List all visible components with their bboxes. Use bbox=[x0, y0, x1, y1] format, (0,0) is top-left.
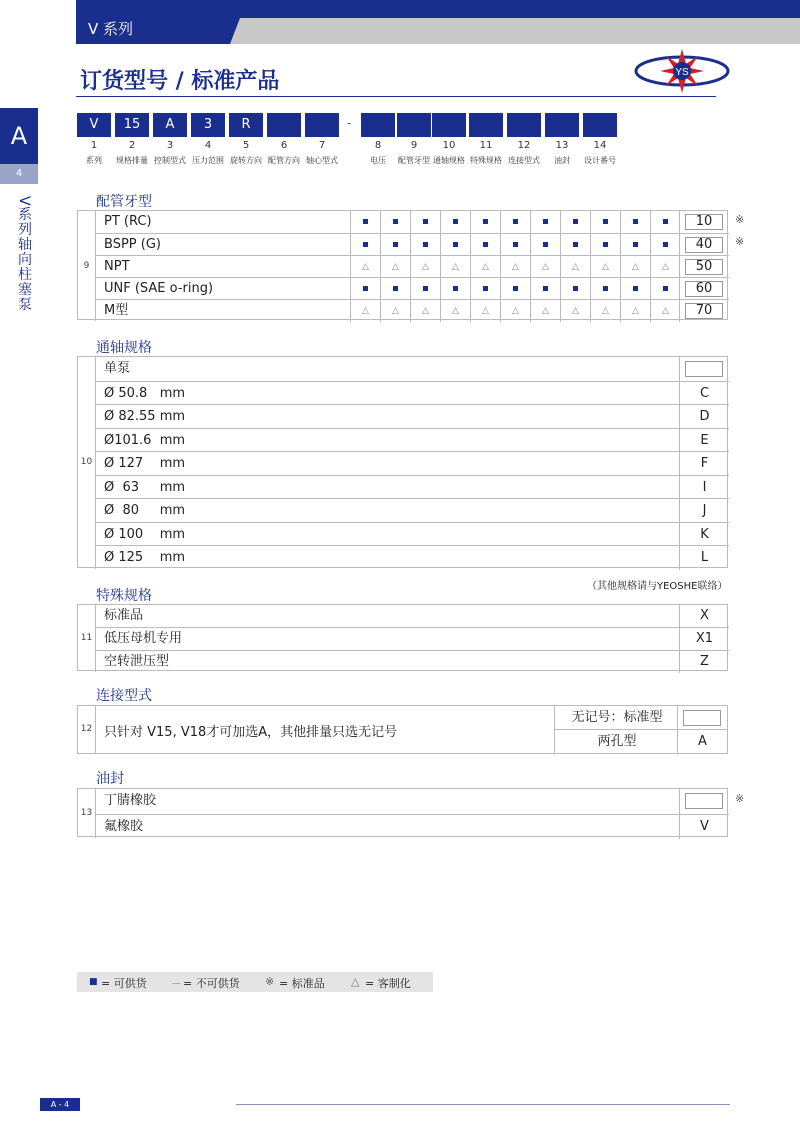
square-icon bbox=[363, 242, 368, 247]
code-label-7: 轴心型式 bbox=[306, 156, 338, 165]
square-icon bbox=[633, 242, 638, 247]
available-mark bbox=[650, 278, 680, 300]
code-label-6: 配管方向 bbox=[268, 156, 300, 165]
square-icon bbox=[633, 219, 638, 224]
code-number-4: 4 bbox=[204, 140, 212, 151]
group-number: 13 bbox=[78, 789, 96, 838]
available-mark bbox=[380, 278, 410, 300]
square-icon bbox=[513, 286, 518, 291]
custom-mark bbox=[410, 256, 440, 278]
table-thread bbox=[77, 210, 728, 320]
square-icon bbox=[393, 286, 398, 291]
available-mark bbox=[350, 278, 380, 300]
code-box-8 bbox=[361, 113, 395, 137]
table-row bbox=[96, 381, 729, 405]
custom-mark bbox=[350, 300, 380, 322]
section-title-seal: 油封 bbox=[96, 771, 124, 787]
side-caption: V系列轴向柱塞泵 bbox=[16, 196, 32, 312]
triangle-icon: △ bbox=[512, 262, 519, 272]
code-number-1: 1 bbox=[90, 140, 98, 151]
custom-mark bbox=[620, 300, 650, 322]
available-mark bbox=[590, 211, 620, 233]
square-icon bbox=[393, 219, 398, 224]
legend-custom: = 客制化 bbox=[365, 977, 411, 990]
custom-mark bbox=[350, 256, 380, 278]
available-mark bbox=[470, 234, 500, 256]
table-connection bbox=[77, 705, 728, 754]
square-icon bbox=[603, 242, 608, 247]
code-box-2: 15 bbox=[115, 113, 149, 137]
row-label: Ø 125 mm bbox=[104, 550, 186, 565]
legend-unavailable: = 不可供货 bbox=[183, 977, 240, 990]
triangle-icon: △ bbox=[602, 306, 609, 316]
standard-star: ※ bbox=[735, 213, 745, 226]
code-box-9 bbox=[397, 113, 431, 137]
available-mark bbox=[650, 211, 680, 233]
custom-mark bbox=[440, 256, 470, 278]
triangle-icon: △ bbox=[542, 262, 549, 272]
code-cell: E bbox=[679, 429, 729, 453]
code-box: 60 bbox=[685, 281, 723, 297]
available-mark bbox=[410, 278, 440, 300]
row-label: Ø 50.8 mm bbox=[104, 385, 186, 401]
table-row bbox=[96, 277, 729, 299]
available-mark bbox=[470, 278, 500, 300]
table-row bbox=[96, 498, 729, 522]
square-icon bbox=[663, 242, 668, 247]
available-mark bbox=[380, 211, 410, 233]
available-mark bbox=[500, 211, 530, 233]
code-label-14: 设计番号 bbox=[584, 156, 616, 165]
square-icon bbox=[423, 219, 428, 224]
connection-option-two-hole: 两孔型 bbox=[554, 730, 679, 753]
section-title-connection: 连接型式 bbox=[96, 688, 152, 704]
legend-standard: = 标准品 bbox=[279, 977, 325, 990]
top-bar-accent bbox=[230, 18, 800, 44]
custom-mark bbox=[500, 300, 530, 322]
custom-mark bbox=[410, 300, 440, 322]
code-number-3: 3 bbox=[166, 140, 174, 151]
row-label: 丁腈橡胶 bbox=[104, 793, 157, 808]
code-box: 50 bbox=[685, 259, 723, 275]
code-cell-a: A bbox=[677, 730, 727, 753]
section-title-shaft: 通轴规格 bbox=[96, 340, 152, 356]
code-cell: X bbox=[679, 605, 729, 627]
side-page-number: 4 bbox=[0, 164, 38, 184]
square-icon bbox=[513, 219, 518, 224]
row-label: 标准品 bbox=[104, 608, 144, 623]
code-box: 40 bbox=[685, 237, 723, 253]
legend-standard-symbol: ※ bbox=[265, 975, 275, 988]
code-box: 70 bbox=[685, 303, 723, 319]
row-label: BSPP (G) bbox=[104, 237, 161, 252]
square-icon bbox=[633, 286, 638, 291]
code-cell bbox=[679, 211, 729, 233]
shaft-note: （其他规格请与YEOSHE联络） bbox=[587, 581, 728, 592]
code-label-2: 规格排量 bbox=[116, 156, 148, 165]
standard-star: ※ bbox=[735, 792, 745, 806]
available-mark bbox=[590, 234, 620, 256]
code-box bbox=[685, 361, 723, 377]
available-mark bbox=[530, 278, 560, 300]
custom-mark bbox=[380, 300, 410, 322]
available-mark bbox=[560, 278, 590, 300]
code-box: 10 bbox=[685, 214, 723, 230]
code-cell: L bbox=[679, 546, 729, 570]
row-label: NPT bbox=[104, 259, 130, 274]
square-icon bbox=[423, 286, 428, 291]
table-row bbox=[96, 545, 729, 569]
square-icon bbox=[483, 286, 488, 291]
custom-mark bbox=[590, 256, 620, 278]
code-number-6: 6 bbox=[280, 140, 288, 151]
row-label: 空转泄压型 bbox=[104, 653, 170, 669]
code-box-3: A bbox=[153, 113, 187, 137]
square-icon bbox=[543, 286, 548, 291]
square-icon bbox=[663, 286, 668, 291]
square-icon bbox=[573, 242, 578, 247]
connection-option-standard: 无记号：标准型 bbox=[554, 706, 679, 730]
top-bar-upper bbox=[230, 0, 800, 18]
available-mark bbox=[500, 278, 530, 300]
square-icon bbox=[603, 219, 608, 224]
square-icon bbox=[363, 286, 368, 291]
row-label: 低压母机专用 bbox=[104, 631, 183, 647]
row-label: 氟橡胶 bbox=[104, 818, 144, 834]
table-row bbox=[96, 357, 729, 381]
custom-mark bbox=[440, 300, 470, 322]
code-box-12 bbox=[507, 113, 541, 137]
code-label-11: 特殊规格 bbox=[470, 156, 502, 165]
table-row bbox=[96, 789, 729, 814]
triangle-icon: △ bbox=[392, 306, 399, 316]
code-number-9: 9 bbox=[410, 140, 418, 151]
code-box-6 bbox=[267, 113, 301, 137]
code-cell bbox=[679, 789, 729, 814]
row-label: UNF (SAE o-ring) bbox=[104, 281, 214, 296]
available-mark bbox=[530, 211, 560, 233]
code-label-5: 旋转方向 bbox=[230, 156, 262, 165]
triangle-icon: △ bbox=[482, 262, 489, 272]
page-title: 订货型号 / 标准产品 bbox=[80, 69, 280, 94]
code-box-empty bbox=[683, 710, 721, 726]
code-number-5: 5 bbox=[242, 140, 250, 151]
code-number-13: 13 bbox=[555, 140, 569, 151]
code-box-11 bbox=[469, 113, 503, 137]
code-label-1: 系列 bbox=[86, 156, 102, 165]
table-row bbox=[96, 299, 729, 321]
code-cell: C bbox=[679, 382, 729, 406]
legend-unavailable-symbol: － bbox=[171, 977, 182, 990]
triangle-icon: △ bbox=[662, 306, 669, 316]
available-mark bbox=[350, 234, 380, 256]
square-icon bbox=[663, 219, 668, 224]
code-number-12: 12 bbox=[517, 140, 531, 151]
row-label: Ø 80 mm bbox=[104, 503, 186, 518]
table-row bbox=[96, 255, 729, 277]
code-label-3: 控制型式 bbox=[154, 156, 186, 165]
legend-custom-symbol: △ bbox=[351, 975, 360, 988]
triangle-icon: △ bbox=[452, 306, 459, 316]
custom-mark bbox=[620, 256, 650, 278]
available-mark bbox=[560, 234, 590, 256]
square-icon bbox=[453, 219, 458, 224]
available-mark bbox=[620, 278, 650, 300]
table-row bbox=[96, 650, 729, 672]
square-icon bbox=[483, 219, 488, 224]
square-icon bbox=[363, 219, 368, 224]
triangle-icon: △ bbox=[362, 262, 369, 272]
available-mark bbox=[500, 234, 530, 256]
section-title-special: 特殊规格 bbox=[96, 588, 152, 604]
row-label: M型 bbox=[104, 303, 129, 318]
row-label: Ø 100 mm bbox=[104, 526, 186, 542]
available-mark bbox=[350, 211, 380, 233]
table-row bbox=[96, 605, 729, 627]
connection-text: 只针对 V15, V18才可加选A，其他排量只选无记号 bbox=[104, 725, 398, 740]
code-number-14: 14 bbox=[593, 140, 607, 151]
section-letter-tab: A bbox=[0, 108, 38, 164]
row-label: Ø101.6 mm bbox=[104, 432, 186, 448]
square-icon bbox=[573, 219, 578, 224]
custom-mark bbox=[500, 256, 530, 278]
code-cell bbox=[679, 256, 729, 278]
code-cell bbox=[679, 300, 729, 322]
square-icon bbox=[513, 242, 518, 247]
table-row bbox=[96, 211, 729, 233]
triangle-icon: △ bbox=[542, 306, 549, 316]
code-box-1: V bbox=[77, 113, 111, 137]
code-cell: V bbox=[679, 815, 729, 840]
group-number: 10 bbox=[78, 357, 96, 569]
code-box-13 bbox=[545, 113, 579, 137]
triangle-icon: △ bbox=[422, 262, 429, 272]
code-cell bbox=[679, 278, 729, 300]
table-row bbox=[96, 404, 729, 428]
triangle-icon: △ bbox=[632, 306, 639, 316]
code-number-7: 7 bbox=[318, 140, 326, 151]
square-icon bbox=[393, 242, 398, 247]
table-row bbox=[96, 627, 729, 649]
available-mark bbox=[590, 278, 620, 300]
row-label: PT (RC) bbox=[104, 214, 152, 229]
table-row bbox=[96, 428, 729, 452]
square-icon bbox=[483, 242, 488, 247]
square-icon bbox=[603, 286, 608, 291]
group-number: 12 bbox=[78, 706, 96, 753]
custom-mark bbox=[470, 256, 500, 278]
code-box-7 bbox=[305, 113, 339, 137]
triangle-icon: △ bbox=[602, 262, 609, 272]
code-dash: - bbox=[347, 116, 352, 130]
code-cell bbox=[679, 357, 729, 381]
available-mark bbox=[530, 234, 560, 256]
triangle-icon: △ bbox=[482, 306, 489, 316]
available-mark bbox=[470, 211, 500, 233]
custom-mark bbox=[560, 300, 590, 322]
row-label: 单泵 bbox=[104, 361, 131, 376]
group-number: 9 bbox=[78, 211, 96, 321]
table-row bbox=[96, 451, 729, 475]
logo-text: YS bbox=[675, 67, 689, 78]
code-number-8: 8 bbox=[374, 140, 382, 151]
available-mark bbox=[650, 234, 680, 256]
available-mark bbox=[440, 234, 470, 256]
custom-mark bbox=[380, 256, 410, 278]
title-underline bbox=[76, 96, 716, 97]
triangle-icon: △ bbox=[632, 262, 639, 272]
triangle-icon: △ bbox=[512, 306, 519, 316]
custom-mark bbox=[650, 256, 680, 278]
triangle-icon: △ bbox=[572, 306, 579, 316]
square-icon bbox=[543, 242, 548, 247]
code-cell: D bbox=[679, 405, 729, 429]
page-number: A - 4 bbox=[40, 1098, 80, 1111]
legend-available: = 可供货 bbox=[101, 977, 147, 990]
code-box-10 bbox=[432, 113, 466, 137]
code-label-8: 电压 bbox=[370, 156, 386, 165]
code-cell bbox=[679, 234, 729, 256]
row-label: Ø 82.55 mm bbox=[104, 409, 186, 424]
available-mark bbox=[440, 278, 470, 300]
section-title-thread: 配管牙型 bbox=[96, 194, 152, 210]
triangle-icon: △ bbox=[572, 262, 579, 272]
table-row bbox=[96, 814, 729, 839]
square-icon bbox=[543, 219, 548, 224]
code-cell bbox=[677, 706, 727, 730]
brand-logo bbox=[632, 46, 732, 96]
table-special bbox=[77, 604, 728, 671]
footer-line bbox=[236, 1104, 730, 1105]
table-row bbox=[96, 522, 729, 546]
available-mark bbox=[380, 234, 410, 256]
code-cell: K bbox=[679, 523, 729, 547]
custom-mark bbox=[560, 256, 590, 278]
code-cell: X1 bbox=[679, 628, 729, 650]
triangle-icon: △ bbox=[392, 262, 399, 272]
code-number-11: 11 bbox=[479, 140, 493, 151]
custom-mark bbox=[530, 256, 560, 278]
available-mark bbox=[620, 234, 650, 256]
code-box bbox=[685, 793, 723, 809]
code-cell: J bbox=[679, 499, 729, 523]
code-number-2: 2 bbox=[128, 140, 136, 151]
code-cell: I bbox=[679, 476, 729, 500]
available-mark bbox=[440, 211, 470, 233]
code-cell: Z bbox=[679, 651, 729, 673]
code-cell: F bbox=[679, 452, 729, 476]
available-mark bbox=[560, 211, 590, 233]
code-label-13: 油封 bbox=[554, 156, 570, 165]
custom-mark bbox=[590, 300, 620, 322]
code-box-14 bbox=[583, 113, 617, 137]
series-label: V 系列 bbox=[88, 20, 134, 38]
standard-star: ※ bbox=[735, 235, 745, 248]
square-icon bbox=[573, 286, 578, 291]
square-icon bbox=[453, 286, 458, 291]
legend bbox=[77, 972, 433, 992]
custom-mark bbox=[470, 300, 500, 322]
row-label: Ø 127 mm bbox=[104, 456, 186, 471]
code-label-10: 通轴规格 bbox=[433, 156, 465, 165]
available-mark bbox=[410, 211, 440, 233]
code-label-9: 配管牙型 bbox=[398, 156, 430, 165]
code-box-4: 3 bbox=[191, 113, 225, 137]
triangle-icon: △ bbox=[422, 306, 429, 316]
code-number-10: 10 bbox=[442, 140, 456, 151]
group-number: 11 bbox=[78, 605, 96, 672]
table-row bbox=[96, 233, 729, 255]
code-label-12: 连接型式 bbox=[508, 156, 540, 165]
triangle-icon: △ bbox=[662, 262, 669, 272]
table-shaft bbox=[77, 356, 728, 568]
square-icon bbox=[423, 242, 428, 247]
custom-mark bbox=[650, 300, 680, 322]
available-mark bbox=[620, 211, 650, 233]
legend-available-symbol: ■ bbox=[89, 977, 98, 987]
row-label: Ø 63 mm bbox=[104, 479, 186, 495]
table-row bbox=[96, 475, 729, 499]
triangle-icon: △ bbox=[362, 306, 369, 316]
code-label-4: 压力范围 bbox=[192, 156, 224, 165]
code-box-5: R bbox=[229, 113, 263, 137]
custom-mark bbox=[530, 300, 560, 322]
table-seal bbox=[77, 788, 728, 837]
square-icon bbox=[453, 242, 458, 247]
available-mark bbox=[410, 234, 440, 256]
triangle-icon: △ bbox=[452, 262, 459, 272]
